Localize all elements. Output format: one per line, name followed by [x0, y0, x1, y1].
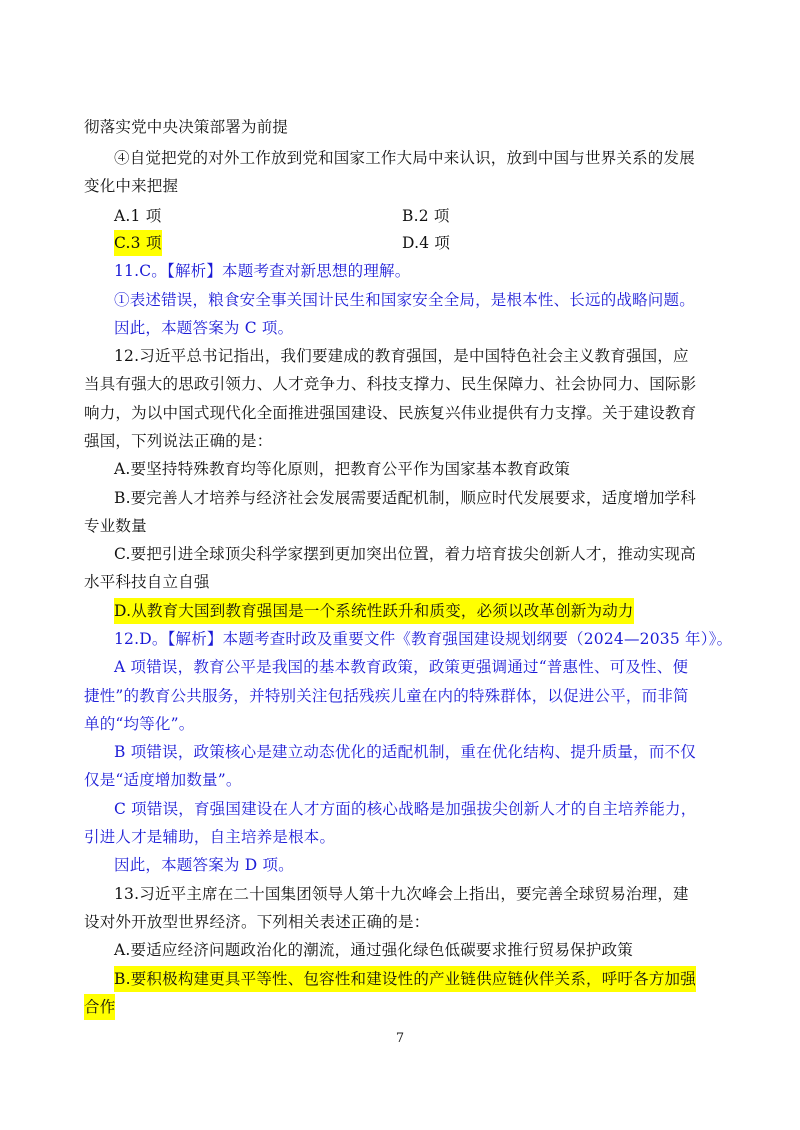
- analysis-line: 因此，本题答案为 C 项。: [114, 319, 294, 337]
- analysis-line: C 项错误，育强国建设在人才方面的核心战略是加强拔尖创新人才的自主培养能力，: [114, 800, 697, 818]
- analysis-line: 引进人才是辅助，自主培养是根本。: [84, 828, 336, 846]
- option-d: D.4 项: [402, 234, 451, 252]
- options-row: [0, 230, 800, 256]
- question-line: 12.习近平总书记指出，我们要建成的教育强国，是中国特色社会主义教育强国，应: [114, 347, 689, 365]
- option-line: B.要完善人才培养与经济社会发展需要适配机制，顺应时代发展要求，适度增加学科: [114, 489, 696, 507]
- analysis-line: B 项错误，政策核心是建立动态优化的适配机制，重在优化结构、提升质量，而不仅: [114, 743, 696, 761]
- question-line: 当具有强大的思政引领力、人才竞争力、科技支撑力、民生保障力、社会协同力、国际影: [84, 375, 697, 393]
- option-line: C.要把引进全球顶尖科学家摆到更加突出位置，着力培育拔尖创新人才，推动实现高: [114, 545, 696, 563]
- option-line: A.要坚持特殊教育均等化原则，把教育公平作为国家基本教育政策: [114, 460, 571, 478]
- text-line: ④自觉把党的对外工作放到党和国家工作大局中来认识，放到中国与世界关系的发展: [114, 149, 695, 167]
- option-line: 水平科技自立自强: [84, 573, 210, 591]
- question-line: 强国，下列说法正确的是：: [84, 432, 273, 450]
- analysis-line: 单的“均等化”。: [84, 715, 195, 733]
- analysis-line: 12.D。【解析】本题考查时政及重要文件《教育强国建设规划纲要（2024—2035 年）》。: [114, 630, 733, 648]
- analysis-line: A 项错误，教育公平是我国的基本教育政策，政策更强调通过“普惠性、可及性、便: [114, 658, 689, 676]
- analysis-line: 11.C。【解析】本题考查对新思想的理解。: [114, 262, 411, 280]
- page-number: 7: [395, 1031, 405, 1046]
- option-a: A.1 项: [114, 207, 162, 225]
- options-row: [0, 203, 800, 229]
- text-line: 彻落实党中央决策部署为前提: [84, 118, 289, 136]
- analysis-line: ①表述错误，粮食安全事关国计民生和国家安全全局，是根本性、长远的战略问题。: [114, 291, 695, 309]
- option-line-answer: 合作: [0, 994, 800, 1020]
- option-line: 专业数量: [84, 517, 147, 535]
- question-line: 响力，为以中国式现代化全面推进强国建设、民族复兴伟业提供有力支撑。关于建设教育: [84, 404, 697, 422]
- analysis-line: 仅是“适度增加数量”。: [84, 771, 242, 789]
- analysis-line: 因此，本题答案为 D 项。: [114, 856, 294, 874]
- option-line: A.要适应经济问题政治化的潮流，通过强化绿色低碳要求推行贸易保护政策: [114, 941, 633, 959]
- option-b: B.2 项: [402, 207, 450, 225]
- analysis-line: 捷性”的教育公共服务，并特别关注包括残疾儿童在内的特殊群体，以促进公平，而非简: [84, 687, 689, 705]
- option-line-answer: B.要积极构建更具平等性、包容性和建设性的产业链供应链伙伴关系，呼吁各方加强: [0, 966, 800, 992]
- text-line: 变化中来把握: [84, 177, 179, 195]
- option-line-answer: D.从教育大国到教育强国是一个系统性跃升和质变，必须以改革创新为动力: [0, 598, 800, 624]
- question-line: 设对外开放型世界经济。下列相关表述正确的是：: [84, 913, 430, 931]
- question-line: 13.习近平主席在二十国集团领导人第十九次峰会上指出，要完善全球贸易治理，建: [114, 885, 689, 903]
- option-c-answer: C.3 项: [114, 230, 162, 256]
